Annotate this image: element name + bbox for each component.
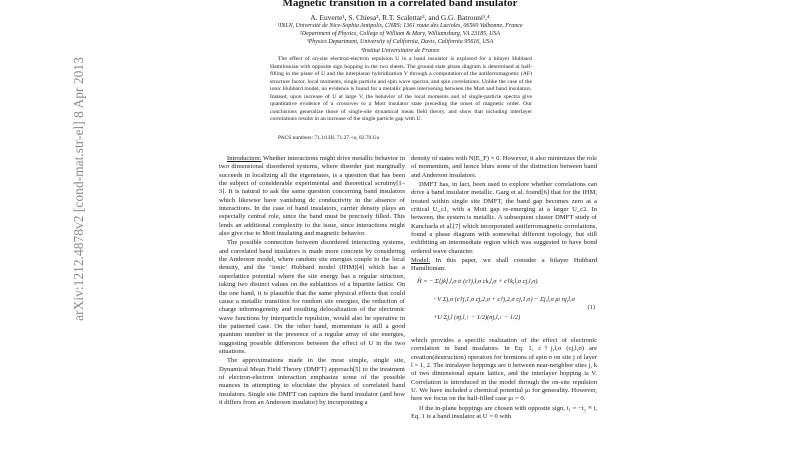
affiliation: ²Department of Physics, College of William & Mary, Williamsburg, VA 23185, USA (299, 31, 501, 38)
abstract: The effect of on-site electron-electron repulsion U in a band insulator is explored for a bilayer Hubbard Hamiltonian with opposite sign hopping in the two sheets. The ground state phase diagram is determined at half-filling in the plane of U and the interplanar hybridization V through a computation of the antiferromagnetic (AF) structure factor, local moments, single particle and spin wave spectra, and spin correlations. Unlike the case of the ionic Hubbard model, no evidence is found for a metallic phase intervening between the Mott and band insulators. Instead, upon increase of U at large V, the behavior of the local moments and of single-particle spectra give quantitative evidence of a crossover to a Mott insulator state preceding the onset of magnetic order. Our conclusions generalize those of single-site dynamical mean field theory, and show that including interlayer correlations results in an increase of the single particle gap with U. (270, 56, 532, 123)
equation-number: (1) (587, 303, 595, 311)
left-column (219, 155, 405, 450)
pacs-numbers: PACS numbers: 71.10.Hf, 71.27.+a, 02.70.Uu (278, 135, 380, 141)
equation-line: −V Σj,σ (c†j,1,σ cj,2,σ + c†j,2,σ cj,1,σ) − Σj,l,σ μₗ nj,l,σ (433, 295, 575, 303)
body-paragraph: The approximations made in the most simple, single site, Dynamical Mean Field Theory (DMFT) approach[5] to the treatment of electron-electron interaction emphasize some of the possible nuances in attempting to elucidate the physics of correlated band insulators. Single site DMFT can capture the band insulator (and how it differs from an Anderson insulator) by incorporating a (219, 357, 405, 406)
model-heading: Model: (411, 257, 431, 265)
body-paragraph: density of states with N(E_F) = 0. However, it also minimizes the role of momentum, and hence blurs some of the distinction between band and Anderson insulators. (411, 155, 597, 179)
body-paragraph: DMFT has, in fact, been used to explore whether correlations can drive a band insulator metallic. Garg et al. found[6] that for the IHM, treated within single site DMFT, the band gap becomes zero at a critical U_c1, with a Mott gap re-emerging at a larger U_c2. In between, the system is metallic. A subsequent cluster DMFT study of Kancharla et al.[7] which incorporated antiferromagnetic correlations, found a phase diagram with somewhat different topology, but still exhibiting an intermediate region which was suggested to have bond ordered wave character. (411, 181, 597, 255)
intro-text: Whether interactions might drive metallic behavior in two dimensional disordered systems, where disorder just marginally succeeds in localizing all the eigenstates, is a question that has been the subject of considerable experimental and theoretical scrutiny[1–3]. It is natural to ask the same question concerning band insulators which likewise have vanishing dc conductivity in the absence of interactions. In the case of band insulators, carrier density plays an especially central role, since the band must be precisely filled. This lends an additional complexity to the issue, since interactions might also give rise to Mott insulating and magnetic behavior. (219, 155, 405, 238)
body-paragraph: If the in-plane hoppings are chosen with opposite sign, t₁ = −t₂ ≡ t, Eq. 1 is a band insulator at U = 0 with (411, 404, 597, 420)
affiliation: ¹INLN, Université de Nice-Sophia Antipolis, CNRS; 1361 route des Lucioles, 06560 Valbonne, France (277, 23, 523, 29)
model-paragraph (411, 257, 597, 274)
equation-line: Ĥ = − Σ⟨jk⟩,l,σ tₗ (c†j,l,σ ck,l,σ + c†k,l,σ cj,l,σ) (417, 277, 538, 285)
right-column (411, 155, 597, 450)
body-paragraph: which provides a specific realization of the effect of electronic correlation in band insulators. In Eq. 1, c†j,l,σ (cj,l,σ) are creation(destruction) operators for fermions of spin σ on site j of layer l = 1, 2. The intralayer hoppings are tₗ between near-neighbor sites j, k of two dimensional square lattice, and the interlayer hopping is V. Correlation is introduced in the model through the on-site repulsion U. We have included a chemical potential μₗ for generality. However, here we focus on the half-filled case μₗ = 0. (411, 336, 597, 403)
affiliation: ⁴Institut Universitaire de France (360, 47, 440, 54)
hamiltonian-equation (411, 276, 597, 334)
equation-line: +U Σj,l (nj,l,↑ − 1/2)(nj,l,↓ − 1/2) (433, 313, 521, 321)
arxiv-stamp: arXiv:1212.4878v2 [cond-mat.str-el] 8 Apr 2013 (71, 57, 86, 321)
author-list: A. Euverte¹, S. Chiesa², R.T. Scalettar³, and G.G. Batrouni¹,⁴ (310, 13, 490, 22)
affiliation-list (0, 22, 800, 55)
model-text: In this paper, we shall consider a bilayer Hubbard Hamiltonian: (411, 257, 597, 273)
intro-heading: Introduction: (227, 155, 262, 162)
intro-paragraph (219, 155, 405, 238)
body-paragraph: The possible connection between disordered interacting systems, and correlated band insulators is made more concrete by considering the Anderson model, where random site energies couple to the local density, and the ‘ionic’ Hubbard model (IHM)[4] which has a superlattice potential where the site energy has a regular structure, taking two distinct values on the sublattices of a bipartite lattice. On the one hand, it is plausible that the same physical effects that could cause a metallic transition for random site energies, the reduction of charge inhomogeneity and resulting delocalization of the electronic wave functions by interparticle repulsion, would also be operative in the patterned case. On the other hand, momentum is still a good quantum number in the presence of a regular array of site energies, suggesting possible differences between the effect of U in the two situations. (219, 239, 405, 355)
affiliation: ³Physics Department, University of California, Davis, California 95616, USA (306, 39, 494, 46)
paper-title: Magnetic transition in a correlated band insulator (282, 0, 518, 9)
